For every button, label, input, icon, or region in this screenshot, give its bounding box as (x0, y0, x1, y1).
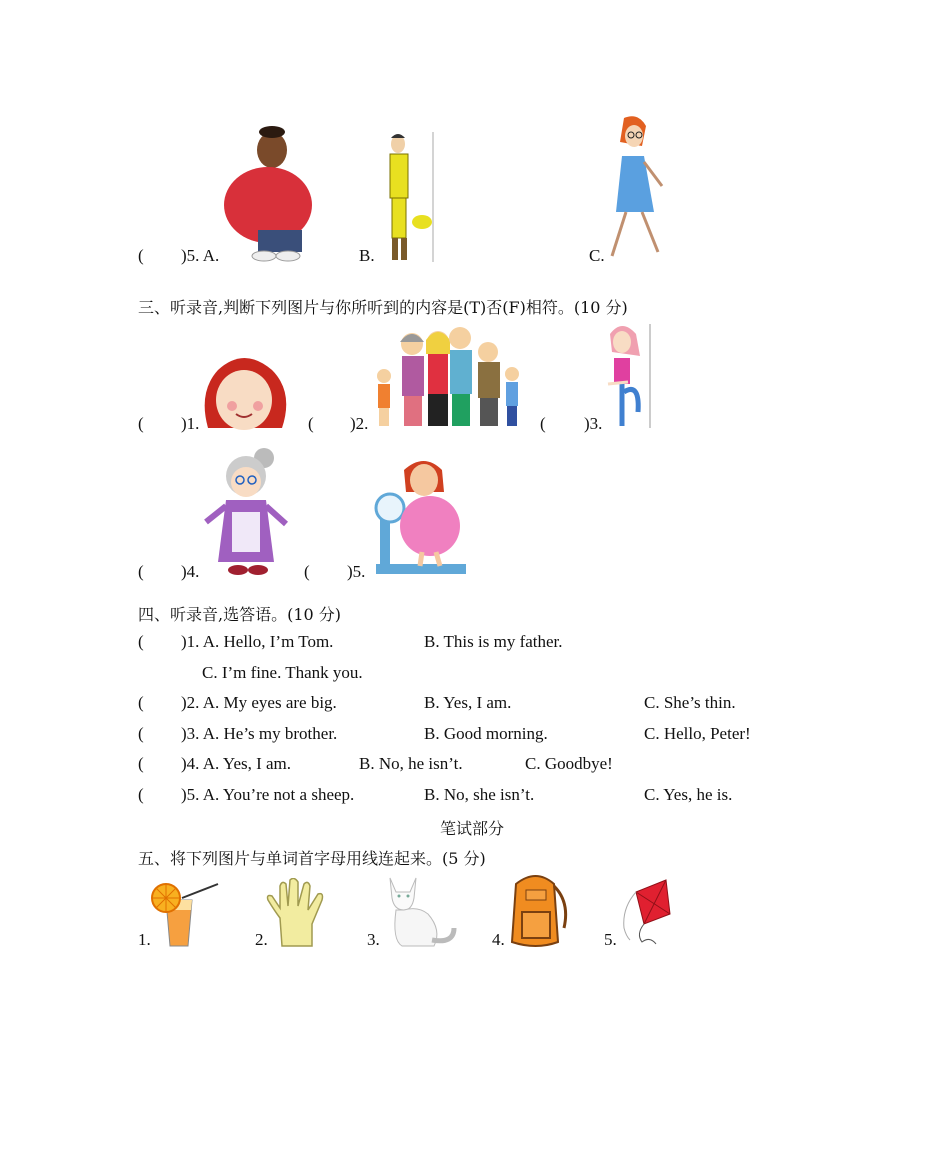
cat-icon (382, 870, 458, 950)
family-picture (370, 324, 522, 430)
question-label: )3. (584, 414, 603, 433)
red-hair-girl-picture (198, 352, 292, 430)
hand-icon (266, 878, 332, 948)
thin-girl-picture (602, 116, 670, 264)
question-label: )2. (350, 414, 369, 433)
option-c: C. I’m fine. Thank you. (202, 663, 363, 682)
question-label: )5. A. (181, 246, 220, 265)
answer-bracket: ( (138, 693, 144, 712)
answer-bracket: ( (138, 632, 144, 651)
fat-man-picture (222, 120, 314, 262)
kite-icon (616, 878, 672, 948)
answer-bracket: ( (540, 414, 546, 433)
option-a: )1. A. Hello, I’m Tom. (181, 632, 334, 651)
thin-man-picture (372, 130, 436, 264)
answer-bracket: ( (138, 414, 144, 433)
option-c: C. Goodbye! (525, 754, 613, 773)
answer-bracket: ( (308, 414, 314, 433)
answer-bracket: ( (138, 562, 144, 581)
answer-bracket: ( (138, 785, 144, 804)
item-label: 3. (367, 930, 380, 949)
answer-bracket: ( (138, 754, 144, 773)
woman-on-scale-picture (366, 452, 470, 578)
option-a: )5. A. You’re not a sheep. (181, 785, 355, 804)
written-part-title: 笔试部分 (440, 819, 505, 838)
question-label: )5. (347, 562, 366, 581)
item-label: 4. (492, 930, 505, 949)
option-c-label: C. (589, 246, 605, 265)
option-a: )3. A. He’s my brother. (181, 724, 338, 743)
option-c: C. Hello, Peter! (644, 724, 751, 743)
answer-bracket: ( (138, 724, 144, 743)
option-b: B. This is my father. (424, 632, 563, 651)
option-b: B. No, she isn’t. (424, 785, 535, 804)
item-label: 5. (604, 930, 617, 949)
section-3-heading: 三、听录音,判断下列图片与你所听到的内容是(T)否(F)相符。(10 分) (138, 298, 628, 317)
girl-stretching-picture (600, 322, 656, 430)
section-4-heading: 四、听录音,选答语。(10 分) (138, 605, 342, 624)
option-b-label: B. (359, 246, 375, 265)
backpack-icon (502, 872, 570, 950)
option-c: C. Yes, he is. (644, 785, 733, 804)
option-c: C. She’s thin. (644, 693, 736, 712)
option-a: )4. A. Yes, I am. (181, 754, 292, 773)
question-label: )1. (181, 414, 200, 433)
section-5-heading: 五、将下列图片与单词首字母用线连起来。(5 分) (138, 849, 486, 868)
item-label: 2. (255, 930, 268, 949)
question-label: )4. (181, 562, 200, 581)
answer-bracket: ( (304, 562, 310, 581)
option-b: B. No, he isn’t. (359, 754, 463, 773)
item-label: 1. (138, 930, 151, 949)
option-b: B. Yes, I am. (424, 693, 512, 712)
answer-bracket: ( (138, 246, 144, 265)
orange-juice-icon (150, 880, 220, 948)
option-a: )2. A. My eyes are big. (181, 693, 337, 712)
option-b: B. Good morning. (424, 724, 548, 743)
grandmother-picture (200, 446, 292, 578)
